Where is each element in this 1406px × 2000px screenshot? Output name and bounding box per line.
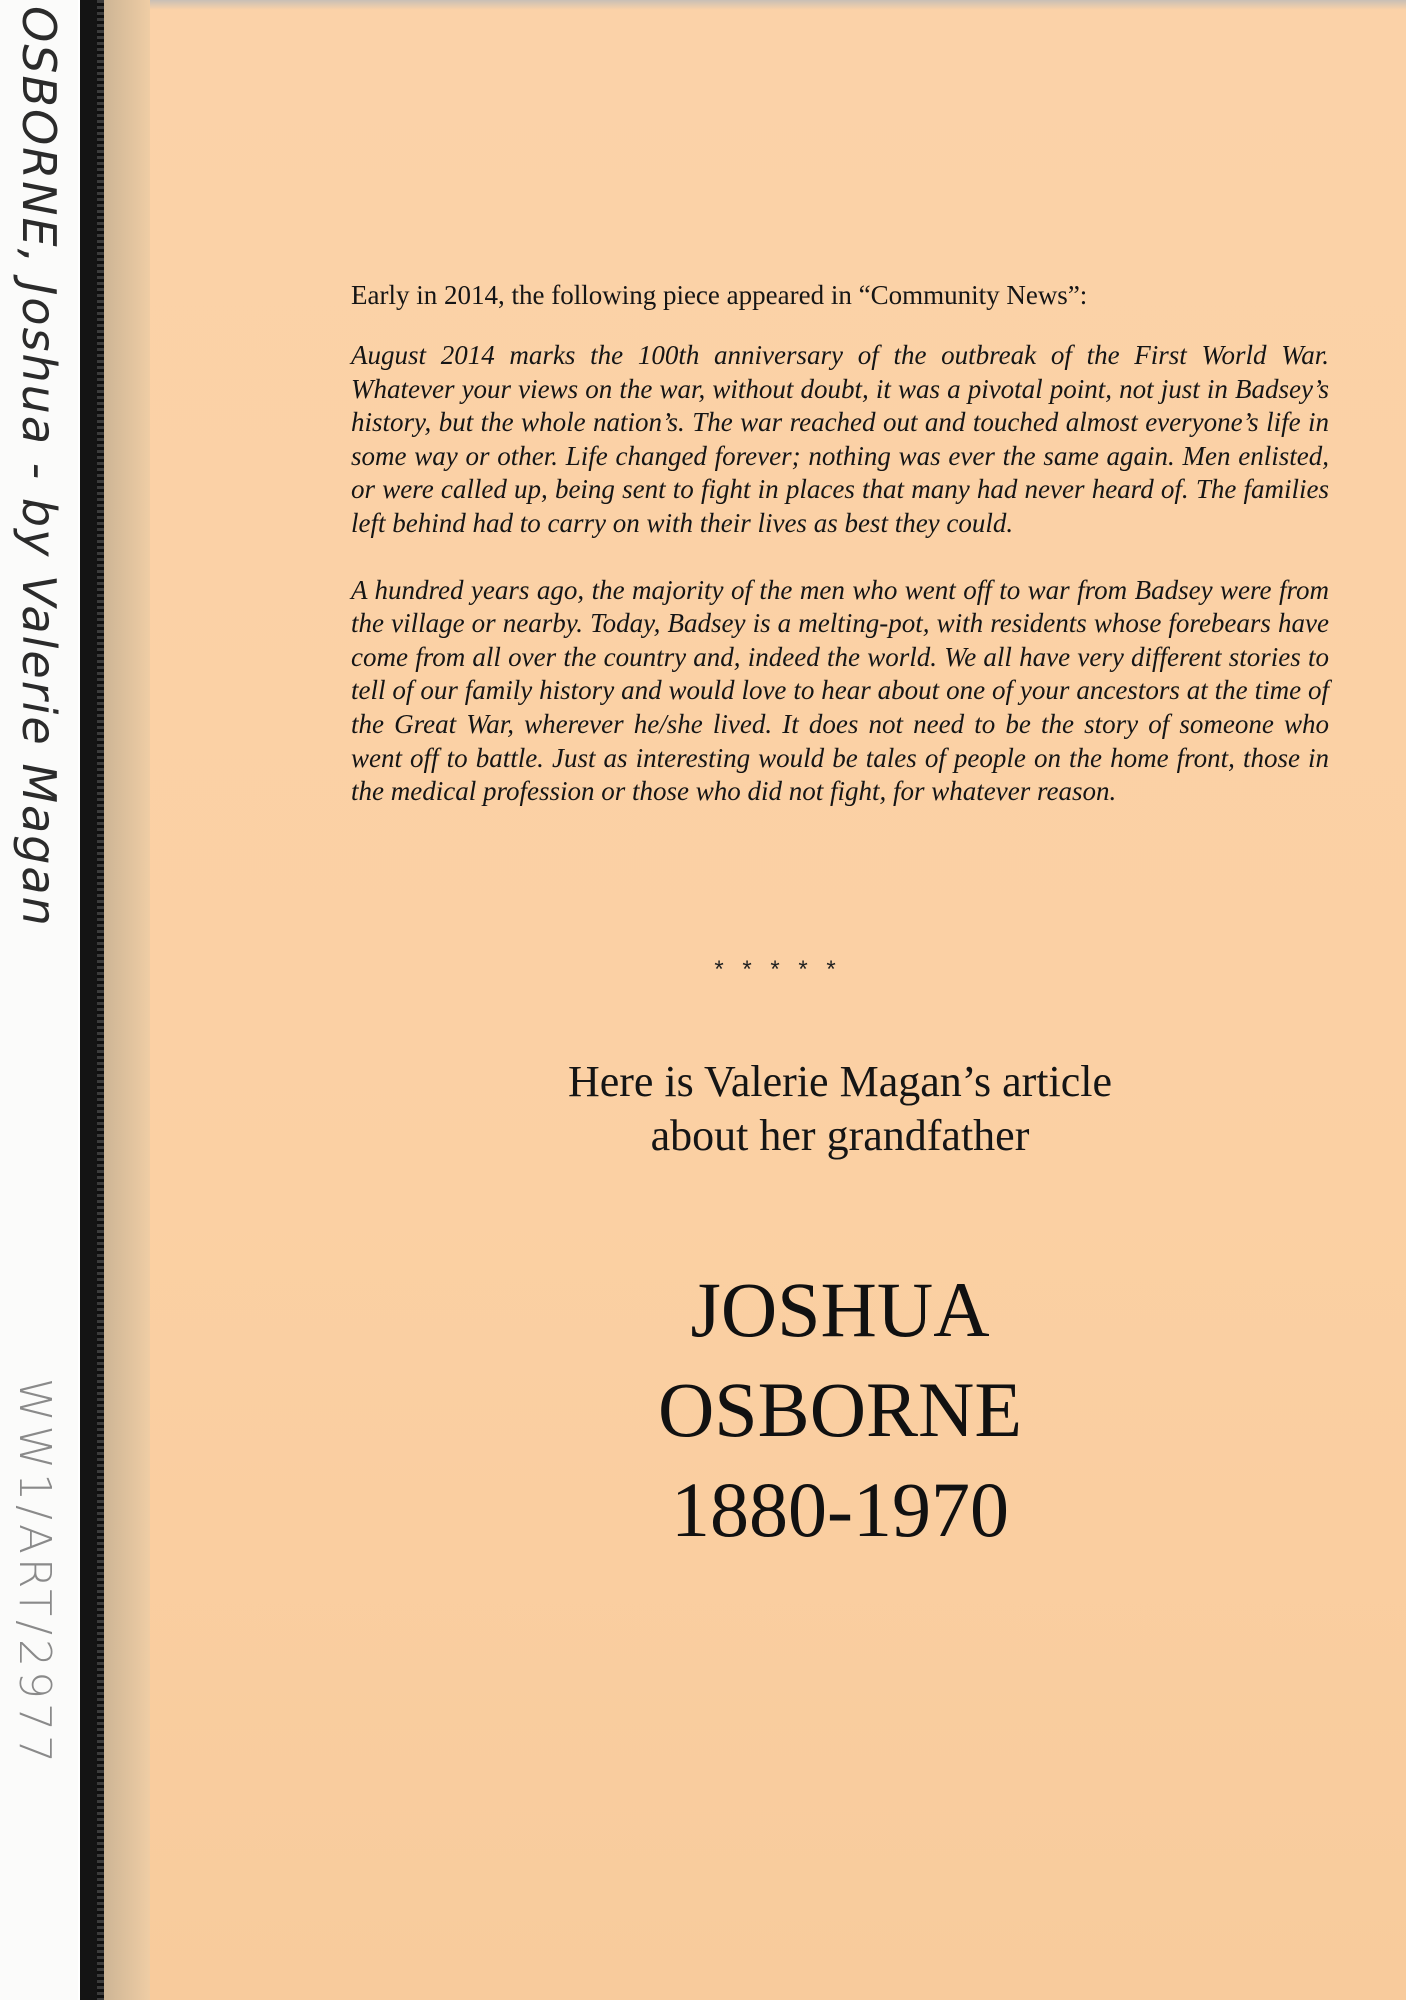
quoted-paragraph-2: A hundred years ago, the majority of the men who went off to war from Badsey were from the village or nearby. Today, Badsey is a melting-pot, with residents whose forebears have come from all over the country and, indeed the world. We all have very different stories to tell of our family history and would love to hear about one of your ancestors at the time of the Great War, wherever he/she lived. It does not need to be the story of someone who went off to battle. Just as interesting would be tales of people on the home front, those in the medical profession or those who did not fight, for whatever reason. [351,574,1329,807]
binding-spine [80,0,104,2000]
quoted-paragraph-1: August 2014 marks the 100th anniversary of the outbreak of the First World War. Whatever your views on the war, without doubt, it was a pivotal point, not just in Badsey’s history, but the whole nation’s. The war reached out and touched almost everyone’s life in some way or other. Life changed forever; nothing was ever the same again. Men enlisted, or were called up, being sent to fight in places that many had never heard of. The families left behind had to carry on with their lives as best they could. [351,340,1329,538]
name-first: JOSHUA [690,1266,990,1353]
spine-edge [104,0,154,2000]
intro-line: Early in 2014, the following piece appeared in “Community News”: [351,280,1088,310]
subtitle [330,1055,1350,1163]
name-last: OSBORNE [657,1366,1023,1453]
page-top-shadow [150,0,1406,10]
title-block [330,1260,1350,1560]
separator-stars: * * * * * [714,956,842,983]
article-text [351,278,1329,842]
subtitle-line-1: Here is Valerie Magan’s article [567,1057,1113,1106]
subtitle-line-2: about her grandfather [650,1111,1030,1160]
life-dates: 1880-1970 [671,1466,1009,1553]
